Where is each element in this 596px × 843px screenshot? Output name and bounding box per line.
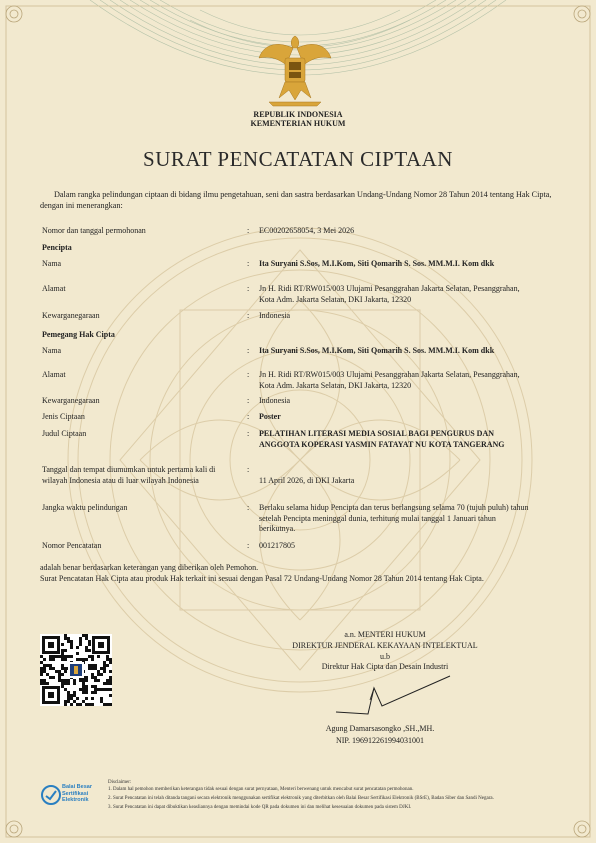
country-header: REPUBLIK INDONESIA [253, 110, 343, 119]
work-title-label: Judul Ciptaan [42, 429, 87, 438]
colon: : [247, 396, 250, 405]
colon: : [247, 503, 250, 512]
work-type-label: Jenis Ciptaan [42, 412, 85, 421]
disclaimer-note-3: 3. Surat Pencatatan ini dapat dibuktikan keasliannya dengan memindai kode QR pada dokumen ini dan melihat kesesuaian dokumen pada sistem DJKI. [108, 805, 412, 810]
holder-name-label: Nama [42, 346, 62, 355]
signatory-nip: NIP. 196912261994031001 [335, 736, 424, 745]
creator-heading: Pencipta [42, 243, 72, 252]
application-number-value: EC00202658054, 3 Mei 2026 [259, 226, 355, 235]
publication-date-label: Tanggal dan tempat diumumkan untuk pertama kali di wilayah Indonesia atau di luar wilayah Indonesia [42, 465, 216, 485]
closing-statement: adalah benar berdasarkan keterangan yang diberikan oleh Pemohon. [40, 563, 259, 572]
bsre-logo-line1: Balai Besar [62, 784, 92, 790]
colon: : [247, 226, 250, 235]
holder-heading: Pemegang Hak Cipta [42, 330, 115, 339]
record-number-value: 001217805 [259, 541, 295, 550]
colon: : [247, 429, 250, 438]
holder-name-value: Ita Suryani S.Sos, M.I.Kom, Siti Qomarih S. Sos. MM.M.I. Kom dkk [259, 346, 495, 355]
signature-ub: u.b [380, 652, 390, 661]
creator-address-label: Alamat [42, 284, 66, 293]
holder-nationality-value: Indonesia [259, 396, 291, 405]
colon: : [247, 346, 250, 355]
intro-paragraph: Dalam rangka pelindungan ciptaan di bidang ilmu pengetahuan, seni dan sastra berdasarkan Undang-Undang Nomor 28 Tahun 2014 tentang Hak Cipta, dengan ini menerangkan: [40, 190, 552, 210]
qr-code[interactable] [40, 634, 112, 706]
signature-on-behalf: a.n. MENTERI HUKUM [344, 630, 426, 639]
creator-name-value: Ita Suryani S.Sos, M.I.Kom, Siti Qomarih S. Sos. MM.M.I. Kom dkk [259, 259, 495, 268]
colon: : [247, 311, 250, 320]
colon: : [247, 284, 250, 293]
bsre-logo-line2: Sertifikasi [62, 790, 89, 797]
bsre-logo-line3: Elektronik [62, 797, 89, 803]
colon: : [247, 541, 250, 550]
signature-director: Direktur Hak Cipta dan Desain Industri [321, 662, 449, 671]
colon: : [247, 412, 250, 421]
disclaimer-note-2: 2. Surat Pencatatan ini telah ditanda tangani secara elektronik menggunakan sertifikat elektronik yang diterbitkan oleh Balai Besar Sertifikasi Elektronik (BSrE), Badan Siber dan Sandi Negara. [108, 796, 494, 801]
application-number-label: Nomor dan tanggal permohonan [42, 226, 146, 235]
protection-period-label: Jangka waktu pelindungan [42, 503, 128, 512]
disclaimer-heading: Disclaimer: [108, 780, 132, 785]
creator-name-label: Nama [42, 259, 62, 268]
holder-address-label: Alamat [42, 370, 66, 379]
work-type-value: Poster [259, 412, 281, 421]
protection-period-value: Berlaku selama hidup Pencipta dan terus berlangsung selama 70 (tujuh puluh) tahun setelah Pencipta meninggal dunia, terhitung mulai tanggal 1 Januari tahun berikutnya. [259, 503, 529, 533]
bsre-logo-icon [40, 784, 62, 806]
signatory-name: Agung Damarsasongko ,SH.,MH. [325, 724, 435, 733]
creator-nationality-label: Kewarganegaraan [42, 311, 100, 320]
work-title-value: PELATIHAN LITERASI MEDIA SOSIAL BAGI PENGURUS DAN ANGGOTA KOPERASI YASMIN FATAYAT NU KOTA TANGERANG [259, 429, 505, 449]
legal-basis-statement: Surat Pencatatan Hak Cipta atau produk Hak terkait ini sesuai dengan Pasal 72 Undang-Undang Nomor 28 Tahun 2014 tentang Hak Cipta. [40, 574, 484, 583]
disclaimer-note-1: 1. Dalam hal pemohon memberikan keterangan tidak sesuai dengan surat pernyataan, Menteri berwenang untuk mencabut surat pencatatan permohonan. [108, 787, 414, 792]
record-number-label: Nomor Pencatatan [42, 541, 102, 550]
colon: : [247, 465, 250, 474]
garuda-emblem-icon [255, 28, 335, 108]
qr-code-pattern [40, 634, 112, 706]
holder-address-value: Jn H. Ridi RT/RW015/003 Ulujami Pesanggrahan Jakarta Selatan, Pesanggrahan, Kota Adm. Jakarta Selatan, DKI Jakarta, 12320 [259, 370, 520, 390]
colon: : [247, 370, 250, 379]
creator-address-value: Jn H. Ridi RT/RW015/003 Ulujami Pesanggrahan Jakarta Selatan, Pesanggrahan, Kota Adm. Jakarta Selatan, DKI Jakarta, 12320 [259, 284, 520, 304]
colon: : [247, 259, 250, 268]
creator-nationality-value: Indonesia [259, 311, 291, 320]
publication-date-value: 11 April 2026, di DKI Jakarta [259, 476, 355, 485]
holder-nationality-label: Kewarganegaraan [42, 396, 100, 405]
ministry-header: KEMENTERIAN HUKUM [250, 119, 346, 128]
handwritten-signature [330, 670, 460, 720]
document-title: SURAT PENCATATAN CIPTAAN [143, 147, 453, 171]
signature-director-general: DIREKTUR JENDERAL KEKAYAAN INTELEKTUAL [292, 641, 478, 650]
